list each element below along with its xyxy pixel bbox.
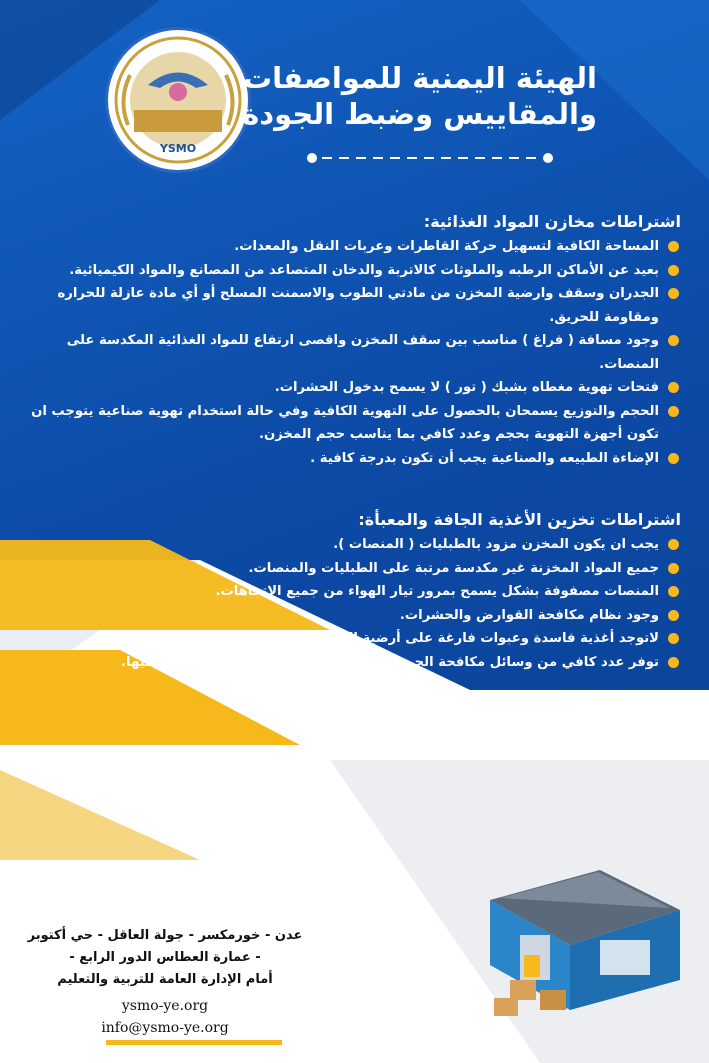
address-line-1: عدن - خورمكسر - جولة العاقل - حي أكتوبر	[27, 928, 303, 943]
list-item: توفر عدد كافي من وسائل مكافحة الحريق سارية تاريخ الصلاحية للمادة المعبأة فيها.	[31, 651, 681, 675]
bullet-icon	[668, 610, 679, 621]
bullet-icon	[668, 539, 679, 550]
contact-info	[0, 925, 330, 1039]
bullet-icon	[668, 406, 679, 417]
warehouse-illustration	[480, 840, 690, 1030]
address-line-3: أمام الإدارة العامة للتربية والتعليم	[57, 972, 273, 987]
list-item: المساحة الكافية لتسهيل حركة القاطرات وعربات النقل والمعدات.	[31, 235, 681, 259]
dashed-divider	[306, 153, 554, 163]
list-item: يجب ان يكون المخزن مزود بالطبليات ( المنصات ).	[31, 533, 681, 557]
list-item: الإضاءة الطبيعه والصناعية يجب أن تكون بدرجة كافية .	[31, 447, 681, 471]
bullet-icon	[668, 288, 679, 299]
list-item: لاتوجد أغذية فاسدة وعبوات فارغة على أرضية المخزن.	[31, 627, 681, 651]
section-title: اشتراطات تخزين الأغذية الجافة والمعبأة:	[358, 510, 681, 529]
title-line-1: الهيئة اليمنية للمواصفات	[242, 61, 597, 95]
list-item: الجدران وسقف وارضية المخزن من مادتي الطوب والاسمنت المسلح أو أي مادة عازلة للحراره ومقاومة للحريق.	[31, 282, 681, 329]
bullet-icon	[668, 265, 679, 276]
section-title: اشتراطات مخازن المواد الغذائية:	[423, 212, 681, 231]
ysmo-logo	[108, 30, 248, 170]
website-link[interactable]: ysmo-ye.org	[121, 998, 209, 1014]
organization-title	[242, 60, 597, 132]
header	[0, 0, 709, 200]
title-line-2: والمقاييس وضبط الجودة	[242, 97, 597, 131]
address-line-2: - عمارة العطاس الدور الرابع -	[69, 950, 261, 965]
email-link[interactable]: info@ysmo-ye.org	[101, 1020, 229, 1036]
bullet-icon	[668, 453, 679, 464]
list-item: جميع المواد المخزنة غير مكدسة مرتبة على الطبليات والمنصات.	[31, 557, 681, 581]
bullet-icon	[668, 382, 679, 393]
bullet-icon	[668, 586, 679, 597]
list-item: وجود مسافة ( فراغ ) مناسب بين سقف المخزن واقصى ارتفاع للمواد الغذائية المكدسة على المنصات.	[31, 329, 681, 376]
requirements-list	[31, 235, 681, 470]
footer-underline	[106, 1040, 282, 1045]
list-item: بعيد عن الأماكن الرطبه والملوثات كالاتربة والدخان المتصاعد من المصانع والمواد الكيميائية.	[31, 259, 681, 283]
list-item: وجود نظام مكافحة القوارض والحشرات.	[31, 604, 681, 628]
section-dry-food-storage-requirements	[31, 510, 681, 674]
bullet-icon	[668, 657, 679, 668]
bullet-icon	[668, 633, 679, 644]
section-food-warehouse-requirements	[31, 212, 681, 470]
list-item: المنصات مصفوفة بشكل يسمح بمرور تيار الهواء من جميع الاتجاهات.	[31, 580, 681, 604]
bullet-icon	[668, 563, 679, 574]
bullet-icon	[668, 241, 679, 252]
requirements-list	[31, 533, 681, 674]
list-item: الحجم والتوزيع يسمحان بالحصول على التهوية الكافية وفي حالة استخدام تهوية صناعية يتوجب ان تكون أجهزة التهوية بحجم وعدد كافي بما يناسب حجم المخزن.	[31, 400, 681, 447]
bullet-icon	[668, 335, 679, 346]
list-item: فتحات تهوية مغطاه بشبك ( تور ) لا يسمح بدخول الحشرات.	[31, 376, 681, 400]
svg-text:YSMO: YSMO	[159, 142, 197, 155]
